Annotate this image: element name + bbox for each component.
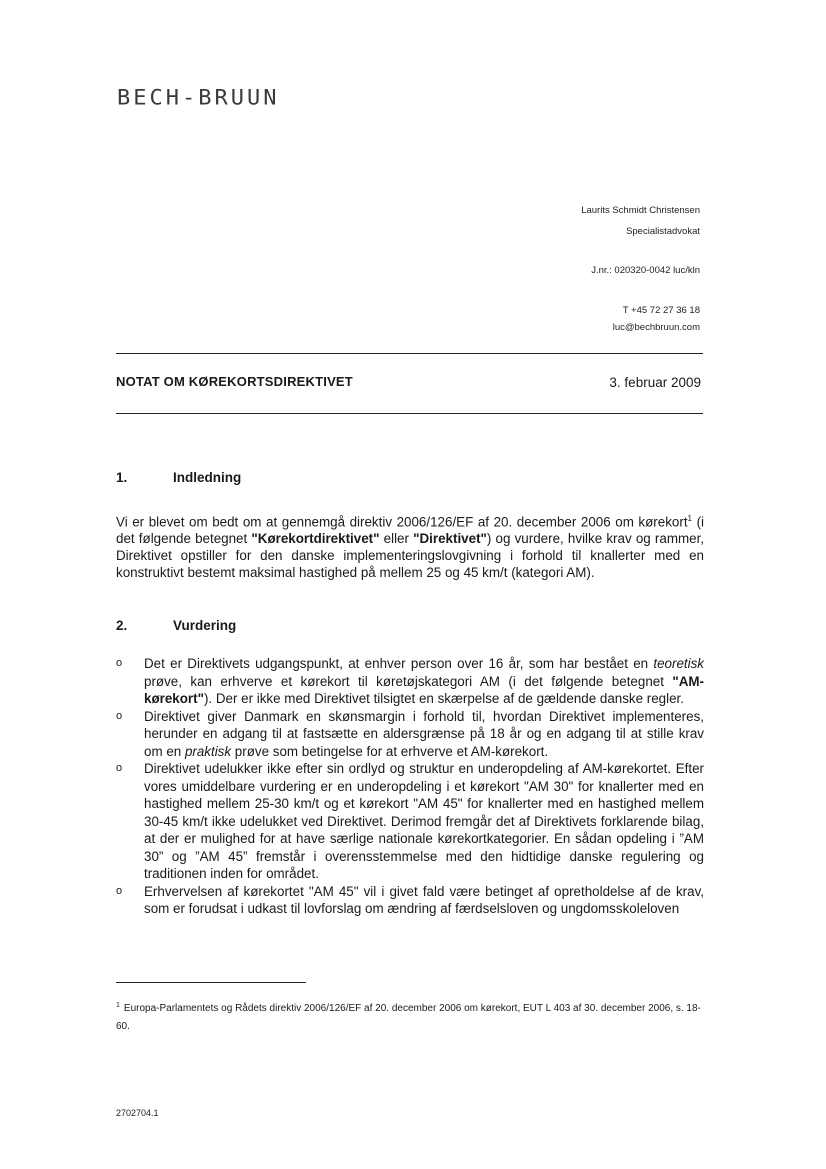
- footnote-separator: [116, 982, 306, 983]
- intro-text-2: (i det følgende betegnet: [116, 514, 705, 547]
- bullet-2-text-1: Direktivet giver Danmark en skønsmargin i forhold til, hvordan Direktivet implementeres, herunder en adgang til at fastsætte en aldersgrænse på 18 år og en adgang til at stille krav om en: [144, 708, 704, 759]
- bullet-marker: o: [116, 762, 123, 774]
- intro-term-2: "Direktivet": [413, 531, 487, 547]
- header-top-rule: [116, 353, 703, 354]
- intro-paragraph: [116, 510, 704, 581]
- intro-text-1: Vi er blevet om bedt om at gennemgå direktiv 2006/126/EF af 20. december 2006 om kørekort: [116, 514, 688, 530]
- bullet-2-text-2: prøve som betingelse for at erhverve et AM-kørekort.: [231, 743, 549, 759]
- footnote: [116, 997, 704, 1036]
- document-id: 2702704.1: [116, 1108, 159, 1118]
- contact-email: luc@bechbruun.com: [612, 322, 700, 333]
- list-item: [116, 760, 704, 883]
- footnote-text: Europa-Parlamentets og Rådets direktiv 2006/126/EF af 20. december 2006 om kørekort, EUT L 403 af 30. december 2006, s. 18-60.: [116, 1003, 701, 1032]
- bullet-3-text: Direktivet udelukker ikke efter sin ordlyd og struktur en underopdeling af AM-kørekortet. Efter vores umiddelbare vurdering er en underopdeling i et kørekort "AM 30" for knallerter med en hastighed mellem 25-30 km/t og et kørekort "AM 45" for knallerter med en hastighed mellem 30-45 km/t ikke udelukket ved Direktivet. Derimod fremgår det af Direktivets forklarende bilag, at der er mulighed for at have særlige nationale kørekortkategorier. En sådan opdeling i ”AM 30” og ”AM 45” fremstår i overensstemmelse med den hidtidige danske regulering og traditionen inden for området.: [144, 761, 704, 881]
- contact-phone: T +45 72 27 36 18: [622, 305, 700, 316]
- intro-term-1: "Kørekortdirektivet": [251, 531, 380, 547]
- section-1-number: 1.: [116, 470, 128, 485]
- bullet-1-text-2: prøve, kan erhverve et kørekort til køretøjskategori AM (i det følgende betegnet: [144, 673, 673, 689]
- list-item: [116, 655, 704, 708]
- bullet-marker: o: [116, 884, 123, 897]
- contact-name: Laurits Schmidt Christensen: [581, 205, 700, 216]
- footnote-reference: 1: [687, 514, 692, 523]
- company-logo: BECH-BRUUN: [117, 86, 280, 111]
- intro-text-3: eller: [379, 531, 414, 547]
- footnote-mark: 1: [116, 1002, 120, 1009]
- assessment-list: [116, 655, 704, 918]
- intro-text-4: ) og vurdere, hvilke krav og rammer, Direktivet opstiller for den danske implementeringslovgivning i forhold til knallerter med en konstruktivt bestemt maksimal hastighed på mellem 25 og 45 km/t (kategori AM).: [116, 531, 705, 581]
- section-2-title: Vurdering: [173, 618, 237, 633]
- bullet-1-text-3: ). Der er ikke med Direktivet tilsigtet en skærpelse af de gældende danske regler.: [203, 691, 684, 706]
- bullet-marker: o: [116, 657, 123, 669]
- bullet-4-text: Erhvervelsen af kørekortet "AM 45" vil i givet fald være betinget af opretholdelse af de krav, som er forudsat i udkast til lovforslag om ændring af færdselsloven og ungdomsskoleloven: [144, 883, 704, 916]
- list-item: [116, 708, 704, 761]
- header-bottom-rule: [116, 413, 703, 414]
- bullet-1-text-1: Det er Direktivets udgangspunkt, at enhver person over 16 år, som har bestået en: [144, 656, 654, 671]
- journal-number: J.nr.: 020320-0042 luc/kln: [591, 265, 700, 276]
- bullet-2-italic: praktisk: [184, 743, 232, 759]
- section-1-title: Indledning: [173, 470, 242, 485]
- bullet-1-term: "AM-kørekort": [144, 673, 704, 706]
- contact-role: Specialistadvokat: [626, 226, 700, 237]
- section-2-number: 2.: [116, 618, 128, 633]
- list-item: [116, 883, 704, 918]
- bullet-marker: o: [116, 709, 123, 722]
- document-title: NOTAT OM KØREKORTSDIREKTIVET: [116, 374, 353, 389]
- bullet-1-italic: teoretisk: [653, 656, 704, 671]
- document-date: 3. februar 2009: [609, 375, 701, 390]
